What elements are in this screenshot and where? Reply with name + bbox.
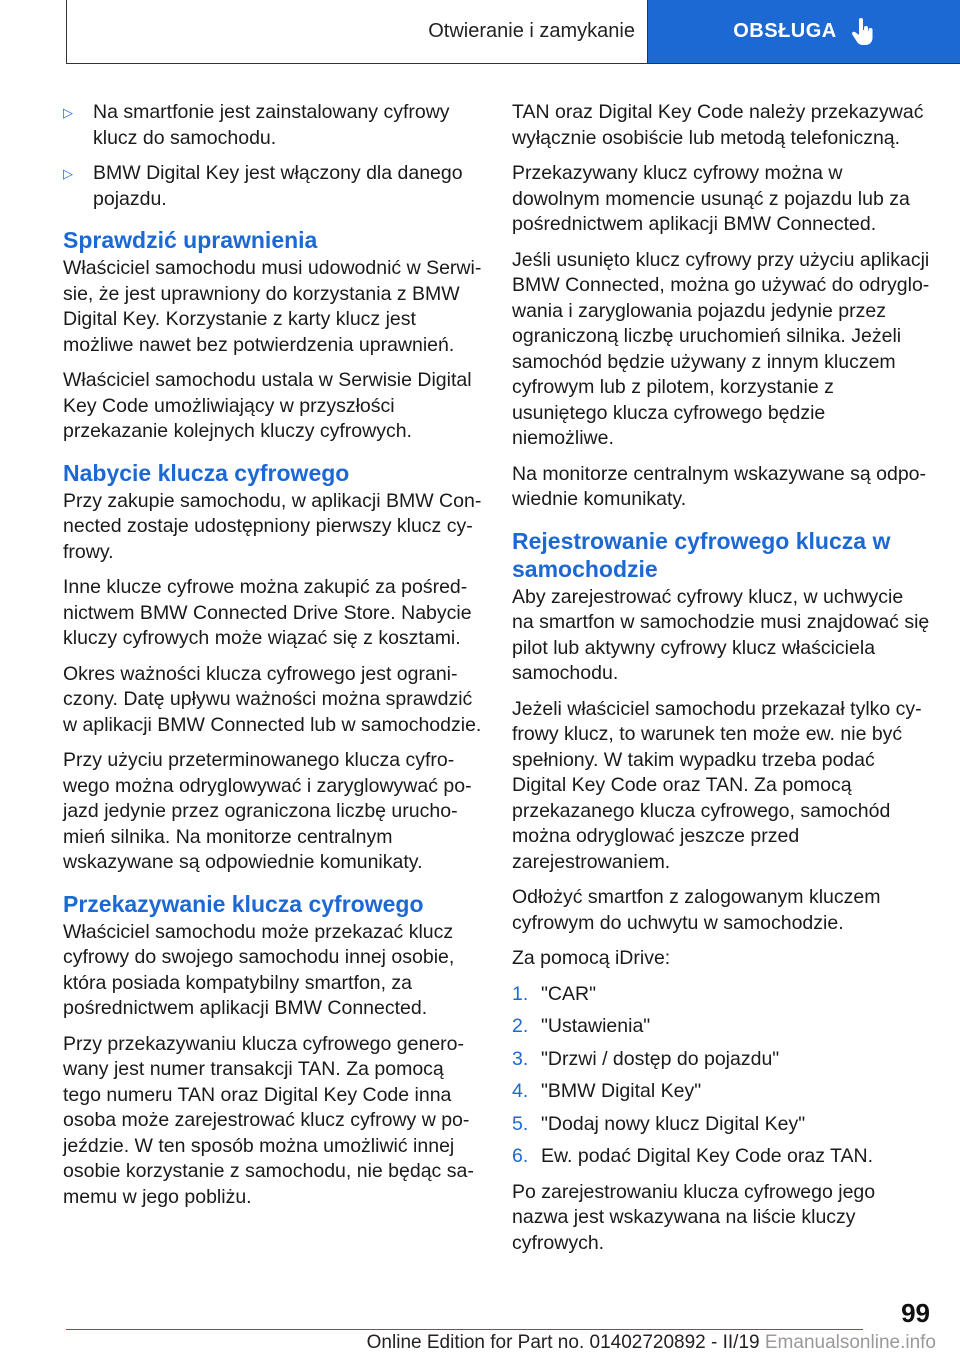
paragraph: Po zarejestrowaniu klucza cyfrowego jego nazwa jest wskazywana na liście kluczy cyfrowych. bbox=[512, 1180, 876, 1254]
paragraph: Właściciel samochodu ustala w Serwisie Digital Key Code umożliwiający w przyszłości przekazanie kolejnych kluczy cyfrowych. bbox=[63, 369, 472, 442]
list-item: 1. "CAR" bbox=[512, 982, 597, 1005]
section-heading: Sprawdzić uprawnienia bbox=[63, 227, 318, 253]
steps-list bbox=[512, 982, 930, 1170]
section-heading: Przekazywanie klucza cyfrowego bbox=[63, 890, 424, 917]
right-column bbox=[512, 100, 930, 1266]
paragraph: Przy użyciu przeterminowanego klucza cyfrowego można odryglowywać i zaryglowywać pojazd jedynie przez ograniczona liczbę uruchomień silnika. Na monitorze centralnym wskazywane są odpowiednie komunikaty. bbox=[63, 749, 472, 873]
footer bbox=[66, 1332, 936, 1354]
paragraph: Właściciel samochodu może przekazać klucz cyfrowy do swojego samochodu innej osobie, która posiada kompatybilny smartfon, za pośrednictwem aplikacji BMW Connected. bbox=[63, 920, 455, 1019]
list-item: 2. "Ustawienia" bbox=[512, 1015, 651, 1037]
paragraph: TAN oraz Digital Key Code należy przekazywać wyłącznie osobiście lub metodą telefoniczną. bbox=[512, 101, 924, 149]
edition-text: Online Edition for Part no. 01402720892 - II/19 bbox=[366, 1332, 760, 1353]
paragraph: Jeśli usunięto klucz cyfrowy przy użyciu aplikacji BMW Connected, można go używać do odryglowania i zaryglowania pojazdu jedynie przez ograniczoną liczbę uruchomień silnika. Jeżeli samochód będzie używany z innym kluczem cyfrowym lub z pilotem, korzystanie z usuniętego klucza cyfrowego będzie niemożliwe. bbox=[512, 248, 930, 449]
page-number: 99 bbox=[901, 1298, 930, 1328]
paragraph: Inne klucze cyfrowe można zakupić za pośrednictwem BMW Connected Drive Store. Nabycie kluczy cyfrowych może wiązać się z kosztami. bbox=[63, 576, 472, 649]
chapter-tab[interactable] bbox=[648, 0, 960, 63]
paragraph: Aby zarejestrować cyfrowy klucz, w uchwycie na smartfon w samochodzie musi znajdować się pilot lub aktywny cyfrowy klucz właściciela samochodu. bbox=[512, 585, 930, 684]
paragraph: Przy przekazywaniu klucza cyfrowego generowany jest numer transakcji TAN. Za pomocą tego numeru TAN oraz Digital Key Code inna osoba może zarejestrować klucz cyfrowy w pojeździe. W ten sposób można umożliwić innej osobie korzystanie z samochodu, nie będąc samemu w jego pobliżu. bbox=[63, 1032, 474, 1208]
paragraph: Przekazywany klucz cyfrowy można w dowolnym momencie usunąć z pojazdu lub za pośrednictwem aplikacji BMW Connected. bbox=[512, 162, 910, 235]
list-item: 5. "Dodaj nowy klucz Digital Key" bbox=[512, 1112, 806, 1135]
list-item: 4. "BMW Digital Key" bbox=[512, 1080, 702, 1102]
page-header bbox=[66, 0, 960, 64]
footer-divider bbox=[66, 1329, 863, 1330]
paragraph: Przy zakupie samochodu, w aplikacji BMW Connected zostaje udostępniony pierwszy klucz cyfrowy. bbox=[63, 489, 482, 563]
hand-pointer-icon bbox=[851, 18, 875, 46]
list-item: ▷ BMW Digital Key jest włączony dla danego pojazdu. bbox=[63, 161, 483, 212]
paragraph: Okres ważności klucza cyfrowego jest ograniczony. Datę upływu ważności można sprawdzić w aplikacji BMW Connected lub w samochodzie. bbox=[63, 662, 482, 736]
list-item: 3. "Drzwi / dostęp do pojazdu" bbox=[512, 1047, 780, 1070]
left-column bbox=[63, 100, 483, 1220]
section-title: Otwieranie i zamykanie bbox=[67, 0, 648, 63]
section-heading: Rejestrowanie cyfrowego klucza w samochodzie bbox=[512, 527, 891, 582]
paragraph: Odłożyć smartfon z zalogowanym kluczem cyfrowym do uchwytu w samochodzie. bbox=[512, 886, 881, 934]
triangle-bullet-icon: ▷ bbox=[63, 166, 73, 181]
watermark: Emanualsonline.info bbox=[764, 1332, 936, 1353]
chapter-tab-label: OBSŁUGA bbox=[733, 20, 837, 42]
paragraph: Właściciel samochodu musi udowodnić w Serwisie, że jest uprawniony do korzystania z BMW Digital Key. Korzystanie z karty klucz jest możliwe nawet bez potwierdzenia uprawnień. bbox=[63, 257, 482, 356]
paragraph: Za pomocą iDrive: bbox=[512, 947, 671, 969]
section-heading: Nabycie klucza cyfrowego bbox=[63, 459, 350, 486]
list-item: 6. Ew. podać Digital Key Code oraz TAN. bbox=[512, 1145, 874, 1167]
list-item: ▷ Na smartfonie jest zainstalowany cyfrowy klucz do samochodu. bbox=[63, 100, 483, 151]
triangle-bullet-icon: ▷ bbox=[63, 105, 73, 120]
paragraph: Jeżeli właściciel samochodu przekazał tylko cyfrowy klucz, to warunek ten może ew. nie być spełniony. W takim wypadku trzeba podać Digital Key Code oraz TAN. Za pomocą przekazanego klucza cyfrowego, samochód można odryglować jeszcze przed zarejestrowaniem. bbox=[512, 697, 922, 873]
paragraph: Na monitorze centralnym wskazywane są odpowiednie komunikaty. bbox=[512, 462, 927, 510]
